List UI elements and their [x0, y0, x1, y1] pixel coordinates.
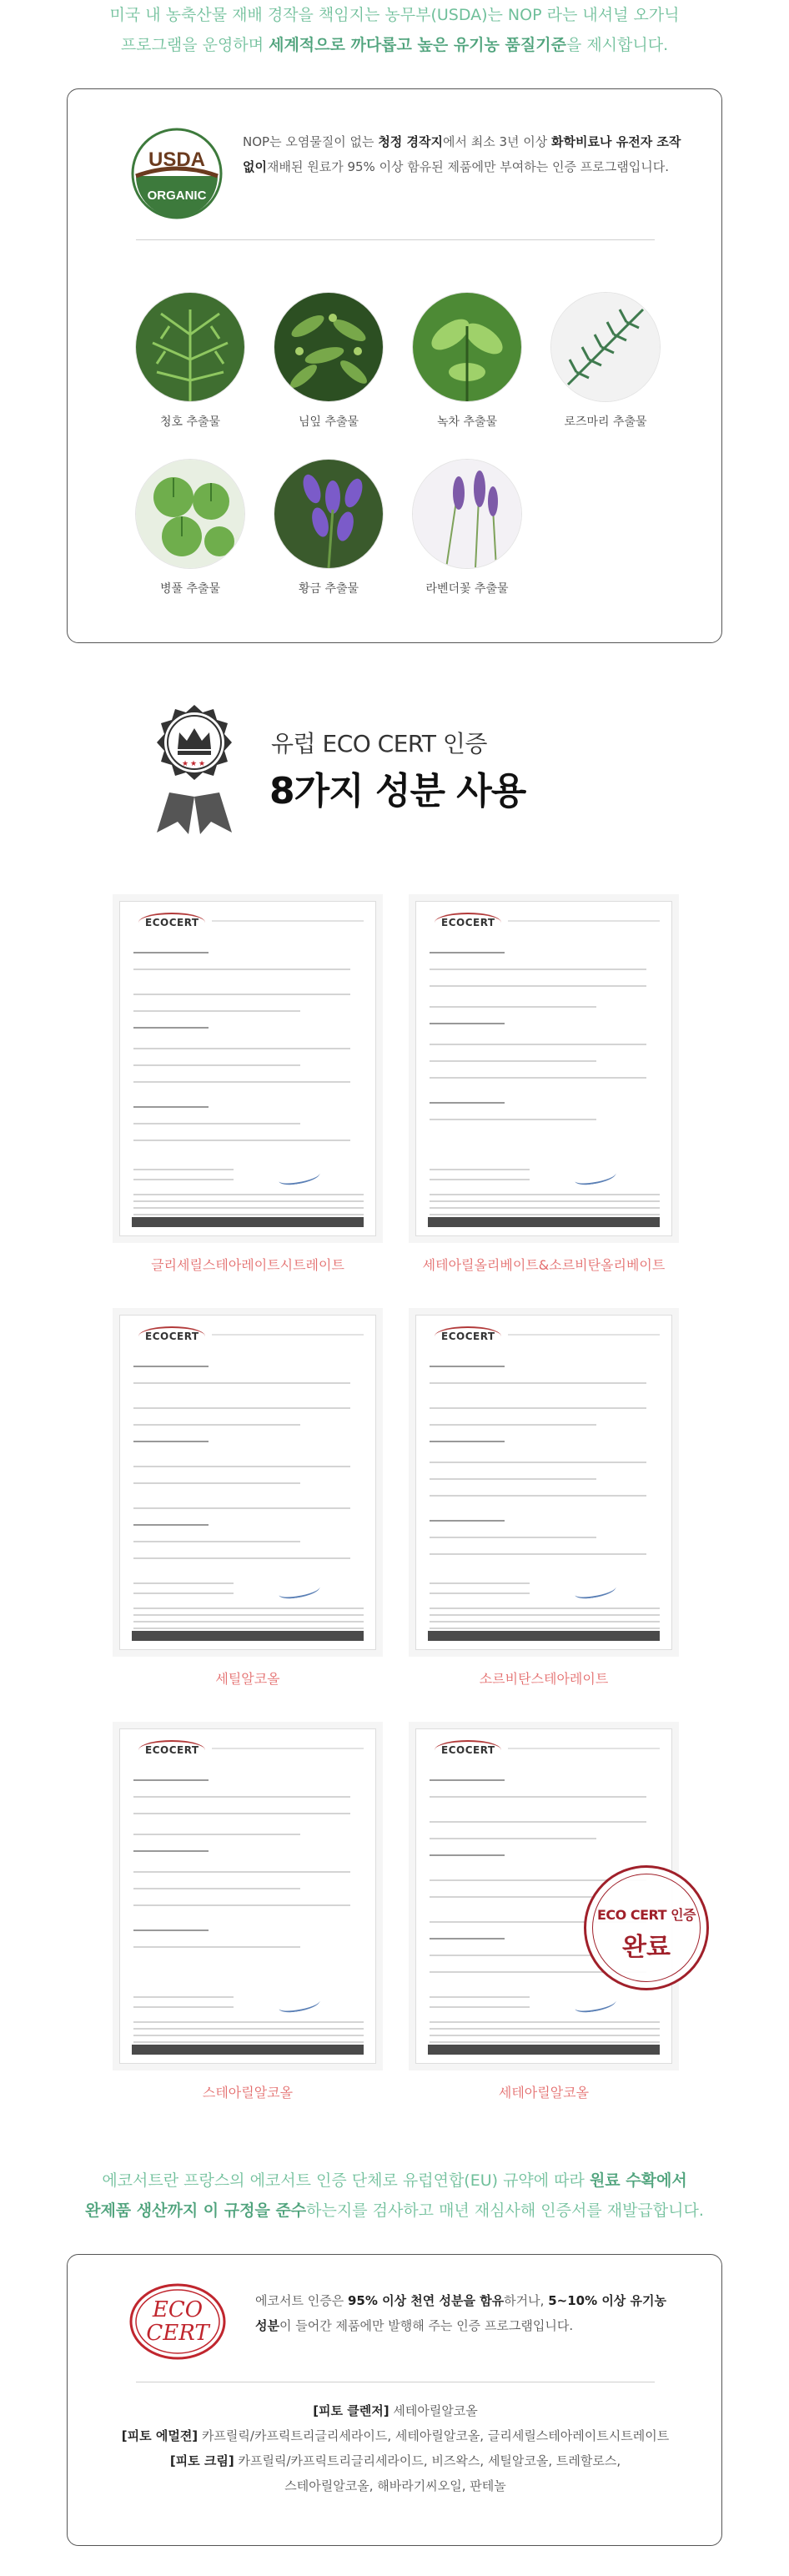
crown-award-badge-icon [132, 701, 257, 834]
doc-fine-print [430, 1607, 660, 1609]
doc-text-line [133, 1064, 300, 1066]
herb-item-green-tea [413, 293, 521, 430]
eco-bold-1: 95% 이상 천연 성분을 함유 [347, 2293, 505, 2308]
product-line-cream-continued [68, 2473, 723, 2498]
ecocert-section-title: 유럽 ECO CERT 인증 [271, 730, 487, 757]
product-ingredients: 세테아릴알코올 [389, 2403, 478, 2418]
doc-text-line [430, 1060, 596, 1062]
doc-text-line [430, 2006, 530, 2008]
doc-fine-print [430, 2028, 660, 2030]
doc-text-line [430, 1938, 505, 1940]
doc-fine-print [430, 2041, 660, 2043]
eco-text-1: 에코서트 인증은 [255, 2293, 348, 2308]
doc-text-line [430, 1838, 596, 1839]
ecocert-doc-logo: ECOCERT [145, 1331, 199, 1342]
usda-info-box [67, 88, 722, 643]
doc-fine-print [430, 1614, 660, 1616]
ecocert-complete-stamp [584, 1865, 709, 1990]
ecocert-section-headline: 8가지 성분 사용 [269, 770, 526, 813]
doc-text-line [133, 1366, 209, 1367]
herb-label: 청호 추출물 [159, 415, 221, 429]
doc-text-line [430, 1955, 596, 1956]
stamp-line-1: ECO CERT 인증 [596, 1907, 696, 1923]
doc-text-line [430, 985, 646, 987]
doc-text-line [430, 1006, 596, 1008]
ecocert-logo-line-2: CERT [146, 2321, 209, 2346]
doc-text-line [430, 1102, 505, 1104]
doc-text-line [430, 1023, 505, 1024]
doc-text-line [133, 969, 350, 970]
doc-fine-print [133, 2028, 364, 2030]
product-name: [피토 에멀젼] [121, 2428, 199, 2443]
doc-text-line [430, 1382, 646, 1384]
herb-label: 라벤더꽃 추출물 [425, 582, 509, 596]
signature-icon [574, 1168, 617, 1187]
svg-text:★: ★ [199, 760, 206, 768]
nop-bold-1: 청정 경작지 [378, 134, 443, 149]
herb-label: 병풀 추출물 [159, 582, 221, 596]
doc-text-line [430, 952, 505, 953]
product-ingredients: 카프릴릭/카프릭트리글리세라이드, 비즈왁스, 세틸알코올, 트레할로스, [234, 2453, 621, 2468]
certificate-document [415, 1315, 672, 1650]
usda-intro [0, 0, 789, 60]
doc-fine-print [430, 1628, 660, 1629]
product-ingredient-list [68, 2398, 723, 2498]
product-ingredients: 카프릴릭/카프릭트리글리세라이드, 세테아릴알코올, 글리세릴스테아레이트시트레이트 [198, 2428, 670, 2443]
doc-text-line [133, 1140, 350, 1141]
ecocert-doc-logo: ECOCERT [441, 1331, 495, 1342]
certificate-card [409, 894, 679, 1243]
herb-item-mugwort [136, 293, 244, 430]
doc-text-line [133, 1946, 300, 1948]
doc-text-line [430, 1553, 646, 1555]
product-line-emulsion [68, 2423, 723, 2448]
signature-icon [278, 1582, 321, 1601]
doc-text-line [133, 1888, 300, 1889]
doc-text-line [133, 1557, 350, 1559]
ecocert-doc-logo: ECOCERT [441, 1744, 495, 1756]
certificate-label: 세테아릴알코올 [498, 2085, 590, 2101]
signature-icon [574, 1582, 617, 1601]
doc-text-line [133, 1482, 300, 1484]
product-name: [피토 클렌저] [313, 2403, 389, 2418]
doc-fine-print [430, 1200, 660, 1202]
doc-fine-print [430, 1214, 660, 1215]
doc-text-line [430, 1779, 505, 1781]
outro-text-2: 하는지를 검사하고 매년 재심사해 인증서를 재발급합니다. [306, 2201, 704, 2220]
doc-fine-print [133, 1207, 364, 1209]
ecocert-explanation-line-2 [0, 2196, 789, 2226]
doc-text-line [133, 2006, 234, 2008]
product-ingredients: 스테아릴알코올, 해바라기씨오일, 판테놀 [284, 2478, 506, 2493]
intro-text-end: 을 제시합니다. [565, 36, 669, 54]
doc-text-line [430, 1077, 646, 1079]
doc-text-line [430, 1044, 646, 1045]
doc-fine-print [133, 1194, 364, 1195]
doc-fine-print [430, 2035, 660, 2036]
outro-text-1: 에코서트란 프랑스의 에코서트 인증 단체로 유럽연합(EU) 규약에 따라 [102, 2171, 590, 2190]
nop-bold-2: 화학비료나 유전자 조작 없이 [243, 134, 681, 174]
product-line-cleanser [68, 2398, 723, 2423]
certificate-label: 세테아릴올리베이트&소르비탄올리베이트 [422, 1257, 666, 1273]
doc-text-line [133, 1850, 209, 1852]
doc-text-line [133, 1541, 300, 1542]
ecocert-info-box [67, 2254, 722, 2546]
doc-fine-print [133, 1628, 364, 1629]
certificate-document [119, 1315, 376, 1650]
doc-header-rule [212, 1334, 364, 1336]
doc-text-line [430, 1896, 596, 1898]
ecocert-explanation-line-1 [0, 2166, 789, 2196]
centella-icon [136, 460, 244, 568]
eco-bold-2: 5~10% 이상 유기농 성분 [255, 2293, 666, 2333]
rosemary-icon [551, 293, 660, 401]
usda-intro-line-1: 미국 내 농축산물 재배 경작을 책임지는 농무부(USDA)는 NOP 라는 내셔널 오가닉 [109, 6, 680, 24]
doc-fine-print [430, 2021, 660, 2023]
doc-text-line [133, 1081, 350, 1083]
doc-header-rule [212, 920, 364, 922]
product-line-cream [68, 2448, 723, 2473]
doc-text-line [133, 1524, 209, 1526]
ecocert-doc-logo: ECOCERT [441, 917, 495, 928]
doc-footer-bar [428, 2045, 660, 2055]
herb-label: 녹차 추출물 [436, 415, 498, 429]
green-tea-icon [413, 293, 521, 401]
svg-text:★: ★ [182, 760, 189, 768]
doc-text-line [133, 1834, 300, 1835]
doc-text-line [133, 1507, 350, 1509]
herb-item-lavender [413, 460, 521, 596]
usda-logo-bottom-text: ORGANIC [147, 189, 207, 203]
doc-text-line [430, 1582, 530, 1584]
doc-text-line [133, 1407, 350, 1409]
nop-description [243, 129, 693, 179]
doc-text-line [430, 1169, 530, 1170]
doc-text-line [133, 1382, 350, 1384]
doc-text-line [133, 1996, 234, 1998]
doc-text-line [430, 1441, 505, 1442]
doc-fine-print [430, 1194, 660, 1195]
eco-text-3: 이 들어간 제품에만 발행해 주는 인증 프로그램입니다. [279, 2318, 574, 2333]
doc-header-rule [212, 1748, 364, 1749]
usda-organic-logo [131, 128, 223, 219]
doc-text-line [133, 1592, 234, 1594]
nop-text-1: NOP는 오염물질이 없는 [243, 134, 379, 149]
doc-text-line [133, 994, 350, 995]
ecocert-logo-line-1: ECO [152, 2297, 204, 2322]
certificate-label: 스테아릴알코올 [202, 2085, 294, 2101]
nop-text-3: 재배된 원료가 95% 이상 함유된 제품에만 부여하는 인증 프로그램입니다. [266, 159, 669, 174]
doc-footer-bar [132, 2045, 364, 2055]
ecocert-explanation [0, 2166, 789, 2226]
herb-item-neem [274, 293, 383, 430]
certificate-label: 세틸알코올 [215, 1671, 280, 1687]
doc-text-line [430, 1520, 505, 1522]
doc-text-line [430, 1537, 596, 1538]
herb-item-centella [136, 460, 244, 596]
doc-text-line [133, 1466, 350, 1467]
usda-logo-top-text: USDA [148, 148, 206, 171]
certificate-document [119, 1728, 376, 2064]
lavender-icon [413, 460, 521, 568]
herb-label: 님잎 추출물 [298, 415, 359, 429]
herb-item-scutellaria [274, 460, 383, 596]
outro-bold-1: 원료 수확에서 [589, 2171, 687, 2190]
doc-text-line [430, 1996, 530, 1998]
ecocert-logo [128, 2280, 228, 2363]
certificate-label: 소르비탄스테아레이트 [479, 1671, 609, 1687]
doc-text-line [430, 1119, 596, 1120]
doc-fine-print [133, 2035, 364, 2036]
doc-text-line [430, 1462, 646, 1463]
signature-icon [278, 1995, 321, 2015]
doc-header-rule [508, 1334, 660, 1336]
certificate-card [113, 894, 383, 1243]
doc-text-line [133, 1441, 209, 1442]
doc-fine-print [133, 1607, 364, 1609]
doc-fine-print [133, 1614, 364, 1616]
doc-footer-bar [428, 1631, 660, 1641]
usda-intro-line-2 [0, 30, 789, 60]
doc-text-line [133, 1779, 209, 1781]
doc-text-line [133, 1904, 350, 1906]
doc-text-line [430, 1407, 646, 1409]
ecocert-doc-logo: ECOCERT [145, 1744, 199, 1756]
doc-text-line [133, 1123, 300, 1124]
doc-header-rule [508, 1748, 660, 1749]
herb-item-rosemary [551, 293, 660, 430]
doc-text-line [430, 1495, 646, 1497]
doc-fine-print [133, 1621, 364, 1623]
doc-text-line [133, 1871, 350, 1873]
certificate-document [119, 901, 376, 1236]
divider [136, 239, 655, 240]
mugwort-icon [136, 293, 244, 401]
certificate-label: 글리세릴스테아레이트시트레이트 [151, 1257, 344, 1273]
outro-bold-2: 완제품 생산까지 이 규정을 준수 [85, 2201, 307, 2220]
doc-header-rule [508, 920, 660, 922]
doc-text-line [133, 1106, 209, 1108]
doc-text-line [133, 1010, 300, 1012]
doc-text-line [133, 1424, 300, 1426]
scutellaria-icon [274, 460, 383, 568]
doc-fine-print [430, 1207, 660, 1209]
doc-text-line [133, 1813, 350, 1814]
doc-text-line [133, 1796, 350, 1798]
product-name: [피토 크림] [169, 2453, 234, 2468]
doc-fine-print [133, 1214, 364, 1215]
svg-text:★: ★ [190, 760, 198, 768]
doc-text-line [430, 1478, 596, 1480]
doc-text-line [430, 1366, 505, 1367]
doc-text-line [430, 1821, 646, 1823]
signature-icon [574, 1995, 617, 2015]
doc-text-line [430, 1854, 505, 1856]
doc-text-line [133, 1027, 209, 1029]
signature-icon [278, 1168, 321, 1187]
doc-text-line [133, 1929, 209, 1931]
doc-fine-print [430, 1621, 660, 1623]
herb-label: 로즈마리 추출물 [564, 415, 647, 429]
doc-text-line [133, 1582, 234, 1584]
intro-highlight: 세계적으로 까다롭고 높은 유기농 품질기준 [269, 36, 566, 54]
doc-text-line [430, 969, 646, 970]
ecocert-doc-logo: ECOCERT [145, 917, 199, 928]
eco-text-2: 하거나, [504, 2293, 549, 2308]
doc-text-line [133, 1169, 234, 1170]
certificate-document [415, 901, 672, 1236]
neem-leaf-icon [274, 293, 383, 401]
stamp-line-2: 완료 [622, 1933, 671, 1962]
ecocert-description [255, 2288, 681, 2338]
doc-text-line [133, 1179, 234, 1180]
doc-fine-print [133, 2021, 364, 2023]
doc-footer-bar [428, 1217, 660, 1227]
doc-text-line [133, 1048, 350, 1049]
doc-text-line [430, 1592, 530, 1594]
doc-footer-bar [132, 1217, 364, 1227]
doc-text-line [430, 1796, 646, 1798]
herb-label: 황금 추출물 [298, 582, 359, 596]
doc-text-line [133, 952, 209, 953]
doc-footer-bar [132, 1631, 364, 1641]
doc-fine-print [133, 2041, 364, 2043]
doc-text-line [430, 1179, 530, 1180]
nop-text-2: 에서 최소 3년 이상 [443, 134, 552, 149]
doc-text-line [430, 1424, 596, 1426]
doc-fine-print [133, 1200, 364, 1202]
certificate-card [113, 1722, 383, 2070]
certificate-card [113, 1308, 383, 1657]
certificate-card [409, 1308, 679, 1657]
intro-text: 프로그램을 운영하며 [120, 36, 269, 54]
